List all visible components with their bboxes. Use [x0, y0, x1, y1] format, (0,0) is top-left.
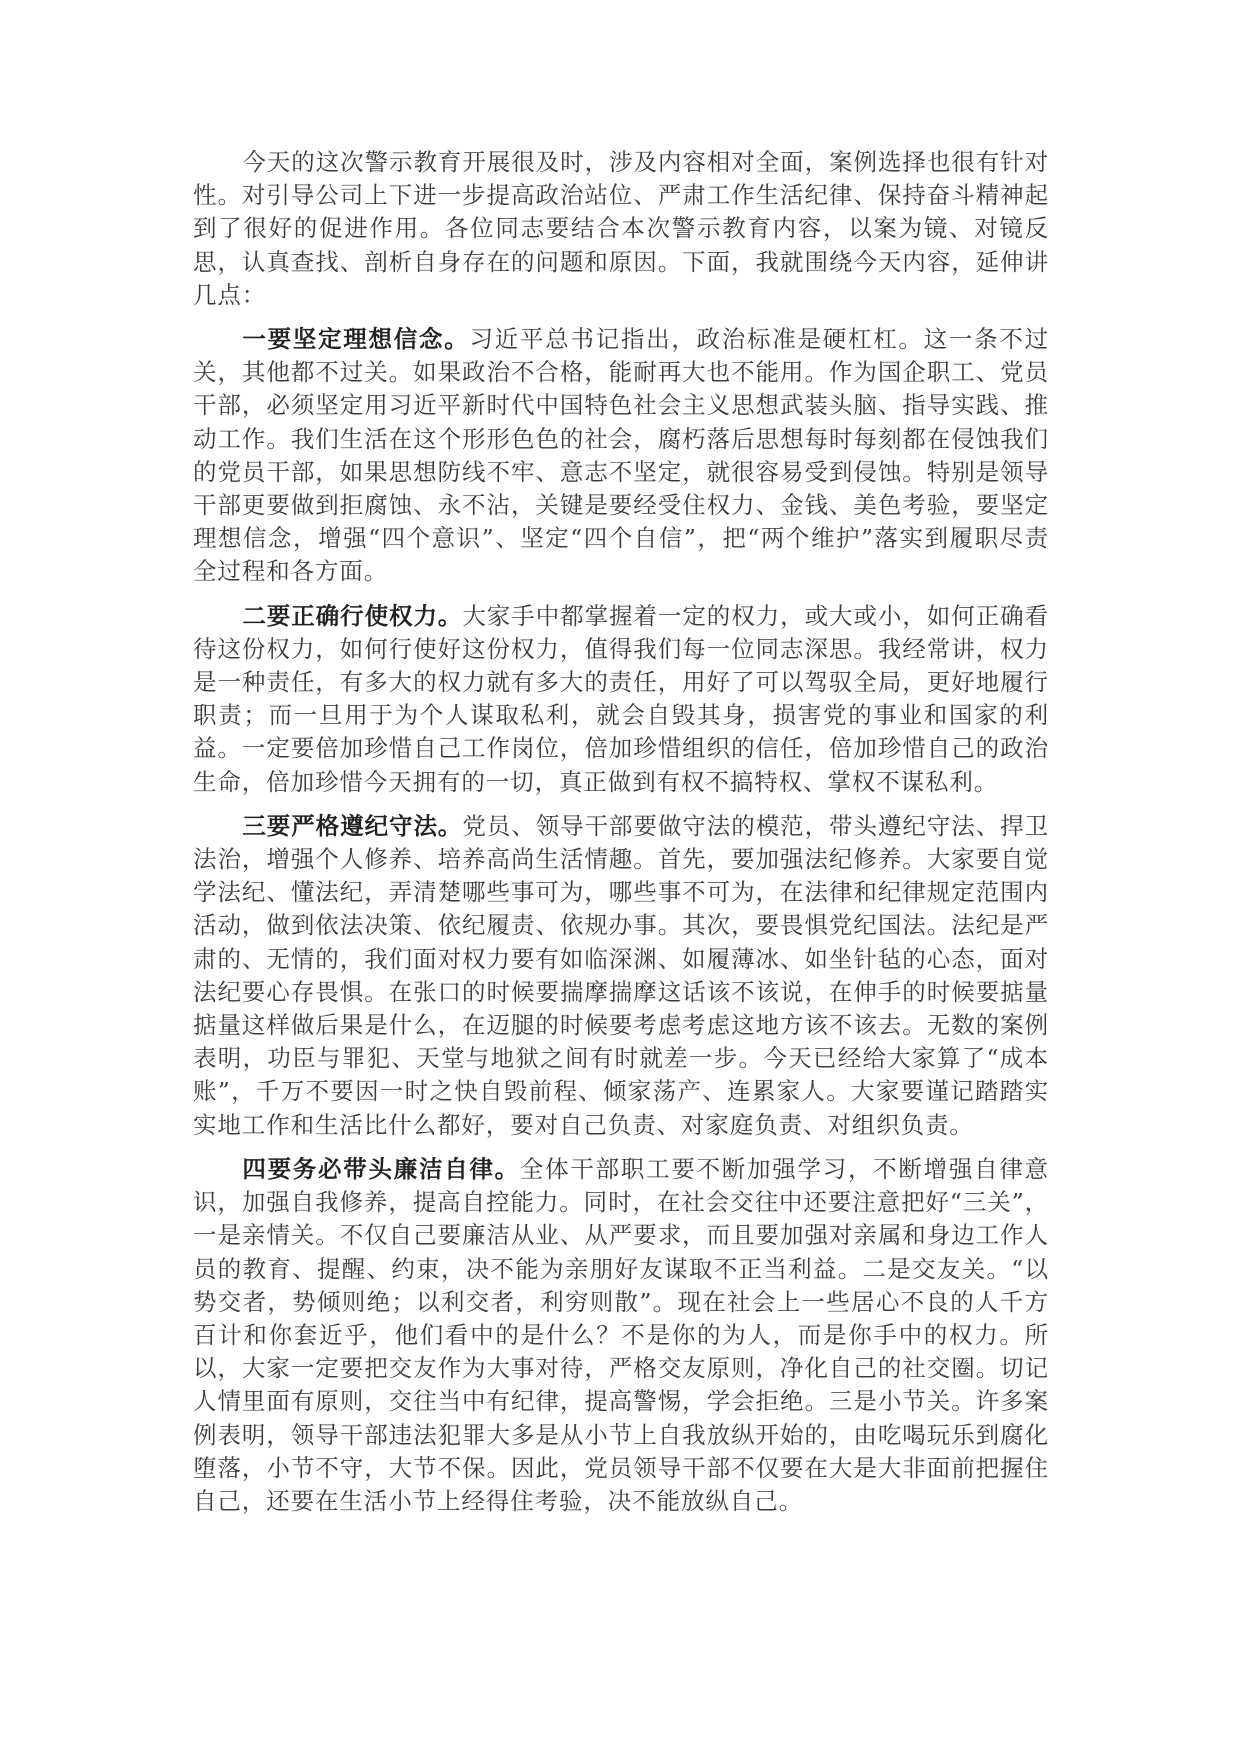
paragraph-text: 今天的这次警示教育开展很及时，涉及内容相对全面，案例选择也很有针对性。对引导公司上下进一步提高政治站位、严肃工作生活纪律、保持奋斗精神起到了很好的促进作用。各位同志要结合本次警示教育内容，以案为镜、对镜反思，认真查找、剖析自身存在的问题和原因。下面，我就围绕今天内容，延伸讲几点：: [193, 148, 1049, 309]
paragraph-text: 党员、领导干部要做守法的模范，带头遵纪守法、捍卫法治，增强个人修养、培养高尚生活情趣。首先，要加强法纪修养。大家要自觉学法纪、懂法纪，弄清楚哪些事可为，哪些事不可为，在法律和纪律规定范围内活动，做到依法决策、依纪履责、依规办事。其次，要畏惧党纪国法。法纪是严肃的、无情的，我们面对权力要有如临深渊、如履薄冰、如坐针毡的心态，面对法纪要心存畏惧。在张口的时候要揣摩揣摩这话该不该说，在伸手的时候要掂量掂量这样做后果是什么，在迈腿的时候要考虑考虑这地方该不该去。无数的案例表明，功臣与罪犯、天堂与地狱之间有时就差一步。今天已经给大家算了“成本账”，千万不要因一时之快自毁前程、倾家荡产、连累家人。大家要谨记踏踏实实地工作和生活比什么都好，要对自己负责、对家庭负责、对组织负责。: [193, 811, 1049, 1139]
paragraph-point-2: [193, 600, 1049, 799]
paragraph-intro: [193, 146, 1049, 312]
paragraph-lead: 一要坚定理想信念。: [242, 325, 470, 354]
paragraph-point-4: [193, 1153, 1049, 1518]
paragraph-text: 大家手中都掌握着一定的权力，或大或小，如何正确看待这份权力，如何行使好这份权力，值得我们每一位同志深思。我经常讲，权力是一种责任，有多大的权力就有多大的责任，用好了可以驾驭全局，更好地履行职责；而一旦用于为个人谋取私利，就会自毁其身，损害党的事业和国家的利益。一定要倍加珍惜自己工作岗位，倍加珍惜组织的信任，倍加珍惜自己的政治生命，倍加珍惜今天拥有的一切，真正做到有权不搞特权、掌权不谋私利。: [193, 601, 1049, 796]
paragraph-lead: 三要严格遵纪守法。: [242, 811, 463, 840]
paragraph-text: 习近平总书记指出，政治标准是硬杠杠。这一条不过关，其他都不过关。如果政治不合格，能耐再大也不能用。作为国企职工、党员干部，必须坚定用习近平新时代中国特色社会主义思想武装头脑、指导实践、推动工作。我们生活在这个形形色色的社会，腐朽落后思想每时每刻都在侵蚀我们的党员干部，如果思想防线不牢、意志不坚定，就很容易受到侵蚀。特别是领导干部更要做到拒腐蚀、永不沾，关键是要经受住权力、金钱、美色考验，要坚定理想信念，增强“四个意识”、坚定“四个自信”，把“两个维护”落实到履职尽责全过程和各方面。: [193, 325, 1049, 586]
paragraph-point-3: [193, 810, 1049, 1142]
paragraph-lead: 二要正确行使权力。: [242, 601, 463, 630]
paragraph-point-1: [193, 323, 1049, 589]
paragraph-lead: 四要务必带头廉洁自律。: [242, 1154, 520, 1183]
paragraph-text: 全体干部职工要不断加强学习，不断增强自律意识，加强自我修养，提高自控能力。同时，在社会交往中还要注意把好“三关”，一是亲情关。不仅自己要廉洁从业、从严要求，而且要加强对亲属和身边工作人员的教育、提醒、约束，决不能为亲朋好友谋取不正当利益。二是交友关。“以势交者，势倾则绝；以利交者，利穷则散”。现在社会上一些居心不良的人千方百计和你套近乎，他们看中的是什么？不是你的为人，而是你手中的权力。所以，大家一定要把交友作为大事对待，严格交友原则，净化自己的社交圈。切记人情里面有原则，交往当中有纪律，提高警惕，学会拒绝。三是小节关。许多案例表明，领导干部违法犯罪大多是从小节上自我放纵开始的，由吃喝玩乐到腐化堕落，小节不守，大节不保。因此，党员领导干部不仅要在大是大非面前把握住自己，还要在生活小节上经得住考验，决不能放纵自己。: [193, 1154, 1049, 1515]
document-page: [193, 146, 1049, 1529]
